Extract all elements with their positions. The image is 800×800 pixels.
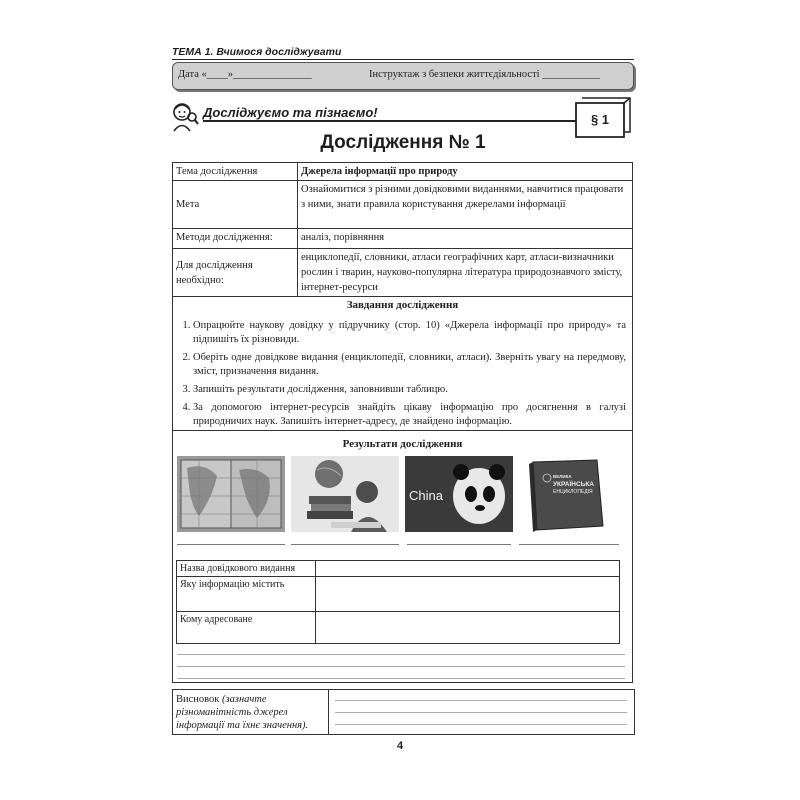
table-row [177,561,620,577]
research-info-table [172,162,633,297]
date-field: Дата «____»_______________ [178,69,312,80]
page-heading: Дослідження № 1 [320,132,486,153]
results-table [176,560,620,644]
info-value: аналіз, порівняння [298,229,633,249]
write-line[interactable] [335,700,627,701]
results-row-label: Яку інформацію містить [177,577,316,612]
caption-line [407,544,511,545]
info-label: Тема дослідження [173,163,298,181]
results-cell[interactable] [316,612,620,644]
svg-text:ЕНЦИКЛОПЕДІЯ: ЕНЦИКЛОПЕДІЯ [553,489,593,495]
results-cell[interactable] [316,561,620,577]
section-title: Досліджуємо та пізнаємо! [203,105,378,120]
list-item: 2. Оберіть одне довідкове видання (енциклопедії, словники, атласи). Зверніть увагу на передмову, зміст, призначення видання. [193,351,626,379]
table-row [173,163,633,181]
write-line[interactable] [177,666,625,667]
info-label: Для дослідження необхідно: [173,249,298,297]
tasks-list [193,319,626,429]
results-box [172,430,633,683]
tasks-title: Завдання дослідження [346,299,459,311]
tasks-box [172,292,633,431]
date-bar [172,62,634,90]
write-line[interactable] [335,724,627,725]
page-number: 4 [396,740,404,752]
conclusion-box [172,689,635,735]
conclusion-label [176,693,324,732]
table-row [173,249,633,297]
caption-line [177,544,285,545]
caption-line [291,544,399,545]
table-row [177,612,620,644]
topic-title: ТЕМА 1. Вчимося досліджувати [172,46,342,58]
researcher-icon [170,100,200,132]
list-item: 4. За допомогою інтернет-ресурсів знайдіть цікаву інформацію про досягнення в галузі природничих наук. Запишіть інтернет-адресу, де знайдено інформацію. [193,401,626,429]
conclusion-title: Висновок [176,694,220,705]
section-rule [203,120,578,122]
svg-text:УКРАЇНСЬКА: УКРАЇНСЬКА [553,481,594,488]
topic-rule [172,59,634,60]
info-label: Мета [173,181,298,229]
atlas-image [177,456,285,532]
table-row [173,181,633,229]
info-label: Методи дослідження: [173,229,298,249]
results-title: Результати дослідження [342,438,463,450]
china-cover-text: China [409,488,443,503]
encyclopedia-image [525,456,611,532]
conclusion-separator [328,690,329,734]
results-row-label: Кому адресоване [177,612,316,644]
write-line[interactable] [335,712,627,713]
list-item: 3. Запишіть результати дослідження, заповнивши таблицю. [193,383,626,397]
table-row [177,577,620,612]
safety-instruction-field: Інструктаж з безпеки життєдіяльності ___________ [369,69,600,80]
results-row-label: Назва довідкового видання [177,561,316,577]
panda-book-image [405,456,513,532]
caption-line [519,544,619,545]
svg-text:ВЕЛИКА: ВЕЛИКА [553,474,572,479]
info-value: Джерела інформації про природу [298,163,633,181]
info-value: енциклопедії, словники, атласи географічних карт, атласи-визначники рослин і тварин, науково-популярна література природознавчого змісту, інтернет-ресурси [298,249,633,297]
table-row [173,229,633,249]
list-item: 1. Опрацюйте наукову довідку у підручнику (стор. 10) «Джерела інформації про природу» та підпишіть їх різновиди. [193,319,626,347]
write-line[interactable] [177,654,625,655]
conclusion-note: (зазначте різноманітність джерел інформації та їхнє значення). [176,694,309,731]
paragraph-number: § 1 [590,112,610,127]
results-cell[interactable] [316,577,620,612]
reading-girl-image [291,456,399,532]
write-line[interactable] [177,678,625,679]
info-value: Ознайомитися з різними довідковими виданнями, навчитися працювати з ними, знати правила користування джерелами інформації [298,181,633,229]
